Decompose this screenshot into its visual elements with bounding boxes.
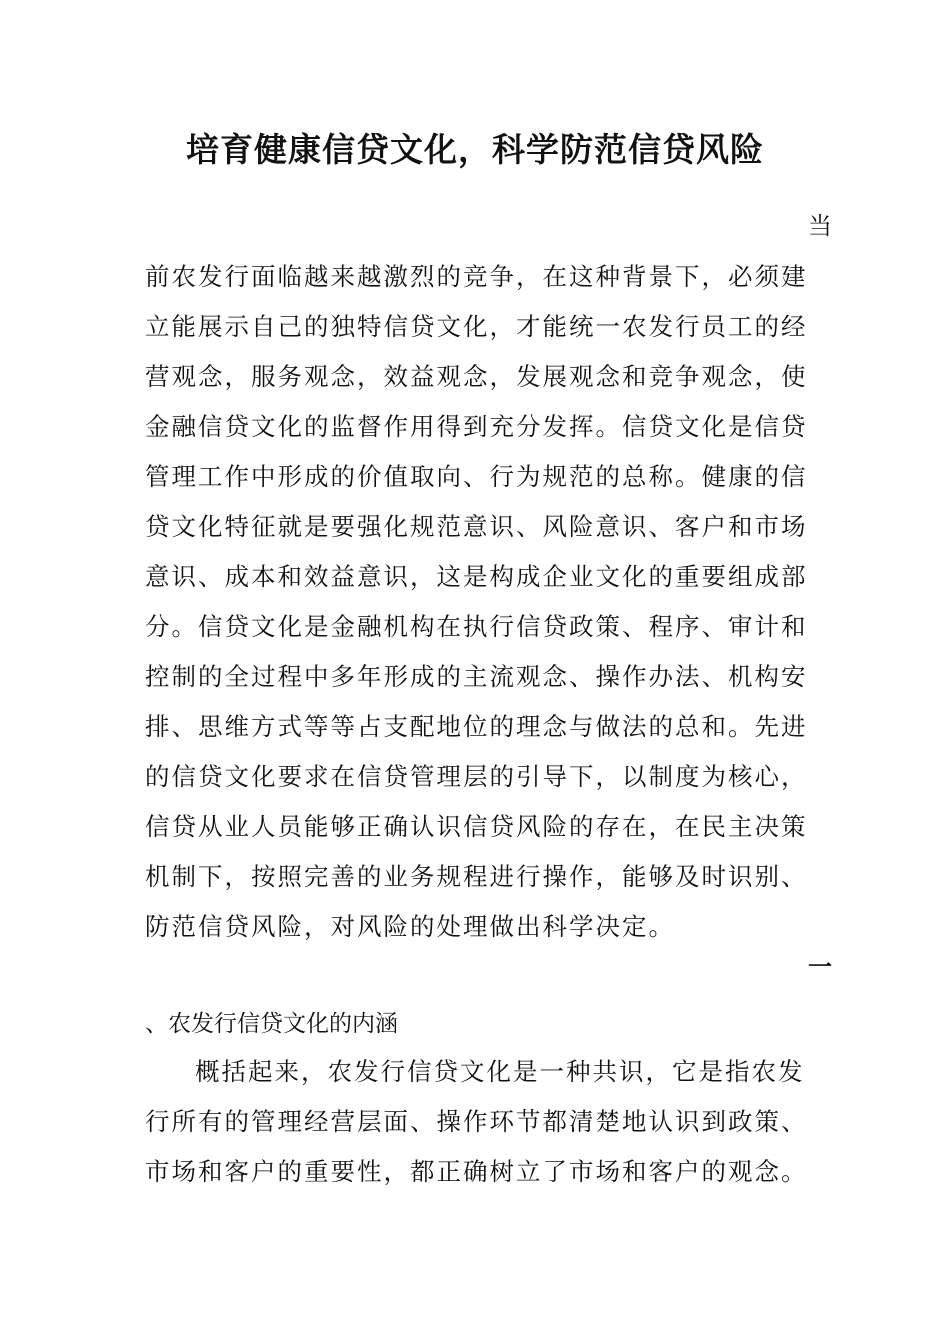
- paragraph-line: 机制下，按照完善的业务规程进行操作，能够及时识别、: [145, 862, 808, 891]
- section-paragraph: [145, 1047, 808, 1197]
- section-heading: 、农发行信贷文化的内涵: [145, 1011, 398, 1037]
- paragraph-line: 排、思维方式等等占支配地位的理念与做法的总和。先进: [145, 712, 808, 741]
- paragraph-line: 概括起来，农发行信贷文化是一种共识，它是指农发: [195, 1057, 805, 1086]
- paragraph-line: 防范信贷风险，对风险的处理做出科学决定。: [145, 912, 675, 941]
- paragraph-line: 营观念，服务观念，效益观念，发展观念和竞争观念，使: [145, 362, 808, 391]
- paragraph-line: 立能展示自己的独特信贷文化，才能统一农发行员工的经: [145, 312, 808, 341]
- document-title: 培育健康信贷文化，科学防范信贷风险: [186, 130, 764, 169]
- intro-paragraph: [145, 252, 808, 952]
- wrapped-first-character: 当: [808, 212, 832, 240]
- paragraph-line: 行所有的管理经营层面、操作环节都清楚地认识到政策、: [145, 1107, 808, 1136]
- paragraph-line: 前农发行面临越来越激烈的竞争，在这种背景下，必须建: [145, 262, 808, 291]
- paragraph-line: 管理工作中形成的价值取向、行为规范的总称。健康的信: [145, 462, 808, 491]
- paragraph-line: 市场和客户的重要性，都正确树立了市场和客户的观念。: [145, 1157, 808, 1186]
- paragraph-line: 贷文化特征就是要强化规范意识、风险意识、客户和市场: [145, 512, 808, 541]
- paragraph-line: 信贷从业人员能够正确认识信贷风险的存在，在民主决策: [145, 812, 808, 841]
- paragraph-line: 意识、成本和效益意识，这是构成企业文化的重要组成部: [145, 562, 808, 591]
- paragraph-line: 的信贷文化要求在信贷管理层的引导下，以制度为核心，: [145, 762, 808, 791]
- paragraph-line: 分。信贷文化是金融机构在执行信贷政策、程序、审计和: [145, 612, 808, 641]
- section-number: 一: [808, 952, 832, 981]
- paragraph-line: 金融信贷文化的监督作用得到充分发挥。信贷文化是信贷: [145, 412, 808, 441]
- paragraph-line: 控制的全过程中多年形成的主流观念、操作办法、机构安: [145, 662, 808, 691]
